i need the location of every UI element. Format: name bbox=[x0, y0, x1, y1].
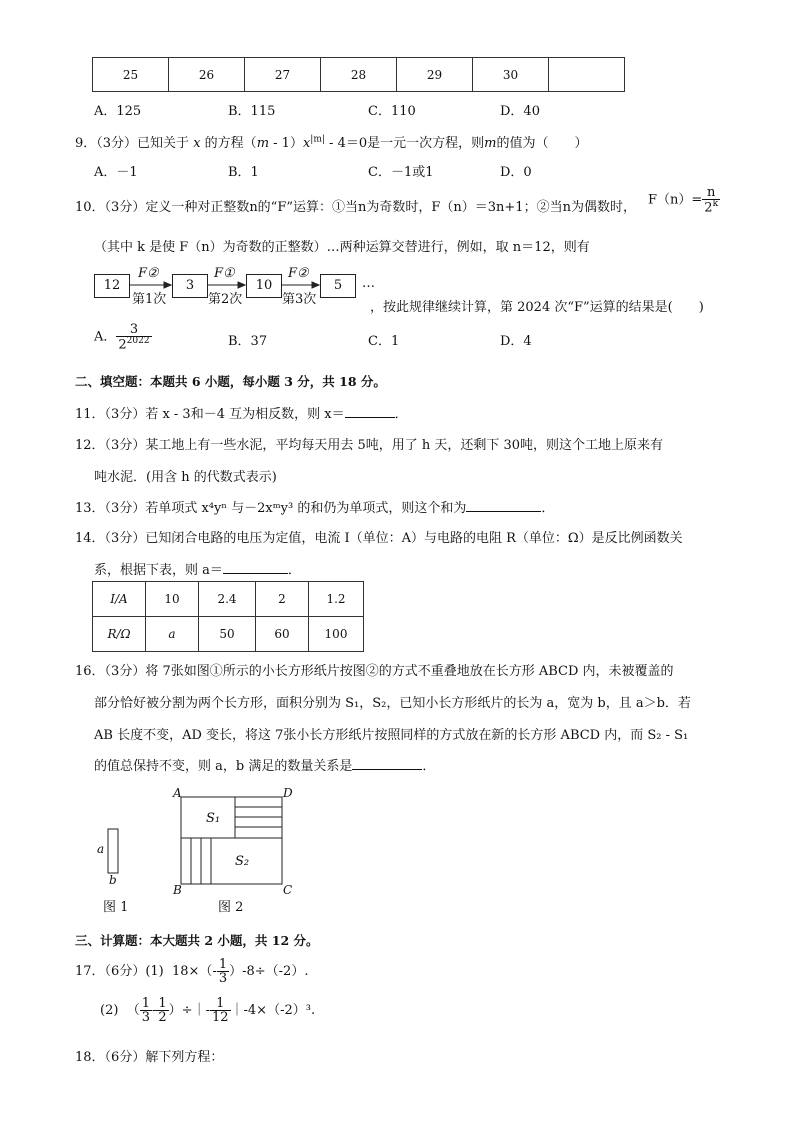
q14-cell: 10 bbox=[146, 582, 199, 617]
q9-option-a: A．－1 bbox=[94, 165, 138, 180]
fig2-label-s2: S₂ bbox=[235, 854, 250, 869]
q14-cell: a bbox=[146, 617, 199, 652]
flow-box-2: 3 bbox=[172, 274, 208, 298]
fig2-label-C: C bbox=[283, 883, 293, 897]
q14-cell: 2 bbox=[256, 582, 309, 617]
q14-cell: 2.4 bbox=[199, 582, 256, 617]
q14-cell: 1.2 bbox=[309, 582, 364, 617]
q16-line2: 部分恰好被分割为两个长方形，面积分别为 S₁，S₂，已知小长方形纸片的长为 a，宽为 b，且 a＞b．若 bbox=[94, 696, 691, 711]
q9-option-d: D．0 bbox=[500, 165, 532, 180]
flow-op-1: F② bbox=[138, 266, 159, 281]
q8-cell: 27 bbox=[245, 58, 321, 92]
q14-cell: R/Ω bbox=[93, 617, 146, 652]
q11: 11．（3分）若 x - 3和－4 互为相反数，则 x＝ ． bbox=[75, 407, 408, 422]
q10-formula: F（n）= $\frac{n}{2^k}$ bbox=[648, 185, 719, 216]
fig1-caption: 图 1 bbox=[103, 900, 129, 915]
q8-cell: 28 bbox=[321, 58, 397, 92]
q9-option-c: C．－1或1 bbox=[368, 165, 434, 180]
q8-cell: 25 bbox=[93, 58, 169, 92]
flow-box-3: 10 bbox=[246, 274, 282, 298]
q8-option-a: A．125 bbox=[94, 104, 142, 119]
section3-title: 三、计算题：本大题共 2 小题，共 12 分。 bbox=[75, 933, 319, 948]
fig2-label-A: A bbox=[173, 786, 182, 800]
q16-figures bbox=[0, 780, 400, 920]
q17-part2: (2) （ $\frac{1}{3}$ - $\frac{1}{2}$ ）÷｜- $\frac{1}{12}$ ｜-4×（-2）³. bbox=[100, 996, 316, 1025]
q10-option-d: D．4 bbox=[500, 334, 532, 349]
fig1-label-a: a bbox=[97, 842, 105, 856]
q16-line4: 的值总保持不变，则 a，b 满足的数量关系是 ． bbox=[94, 759, 436, 774]
flow-ellipsis: … bbox=[362, 276, 375, 291]
fig1-rect bbox=[108, 829, 118, 873]
q8-option-b: B．115 bbox=[228, 104, 276, 119]
q14-cell: 60 bbox=[256, 617, 309, 652]
q14-line1: 14．（3分）已知闭合电路的电压为定值，电流 I（单位：A）与电路的电阻 R（单位：Ω）是反比例函数关 bbox=[75, 531, 683, 546]
flow-step-2: 第2次 bbox=[208, 292, 243, 307]
flow-box-1: 12 bbox=[94, 274, 130, 298]
flow-op-2: F① bbox=[214, 266, 235, 281]
section2-title: 二、填空题：本题共 6 小题，每小题 3 分，共 18 分。 bbox=[75, 374, 386, 389]
q10-option-b: B．37 bbox=[228, 334, 268, 349]
q14-cell: I/A bbox=[93, 582, 146, 617]
q14-line2: 系，根据下表，则 a＝ ． bbox=[94, 563, 301, 578]
q17-part1: 17．（6分）(1) 18×（- $\frac{1}{3}$ ）-8÷（-2）. bbox=[75, 957, 309, 986]
q14-cell: 100 bbox=[309, 617, 364, 652]
q8-option-d: D．40 bbox=[500, 104, 540, 119]
q8-cell: 30 bbox=[473, 58, 549, 92]
fig2-label-B: B bbox=[173, 883, 182, 897]
q10-option-a: A． $\frac{3}{2^{2022}}$ bbox=[94, 322, 150, 353]
flow-step-3: 第3次 bbox=[282, 292, 317, 307]
q18: 18．（6分）解下列方程： bbox=[75, 1050, 224, 1065]
q8-cell: 29 bbox=[397, 58, 473, 92]
q10-line3: ，按此规律继续计算，第 2024 次“F”运算的结果是( ) bbox=[370, 300, 704, 315]
q13: 13．（3分）若单项式 x⁴yⁿ 与－2xᵐy³ 的和仍为单项式，则这个和为 ． bbox=[75, 501, 555, 516]
q14-table bbox=[92, 581, 364, 652]
q16-line1: 16．（3分）将 7张如图①所示的小长方形纸片按图②的方式不重叠地放在长方形 ABCD 内，未被覆盖的 bbox=[75, 664, 674, 679]
flow-step-1: 第1次 bbox=[132, 292, 167, 307]
flow-op-3: F② bbox=[288, 266, 309, 281]
q8-cell: 26 bbox=[169, 58, 245, 92]
q10-line1: 10．（3分）定义一种对正整数n的“F”运算：①当n为奇数时，F（n）＝3n+1；②当n为偶数时， bbox=[75, 200, 636, 215]
q12-line1: 12．（3分）某工地上有一些水泥，平均每天用去 5吨，用了 h 天，还剩下 30吨，则这个工地上原来有 bbox=[75, 438, 664, 453]
q14-cell: 50 bbox=[199, 617, 256, 652]
q10-line2: （其中 k 是使 F（n）为奇数的正整数）…两种运算交替进行，例如，取 n＝12，则有 bbox=[94, 240, 590, 255]
q8-option-c: C．110 bbox=[368, 104, 416, 119]
fig1-label-b: b bbox=[109, 873, 117, 887]
fig2-label-D: D bbox=[283, 786, 293, 800]
fig2-caption: 图 2 bbox=[218, 900, 244, 915]
q9-stem: 9．（3分）已知关于 x 的方程$(m - 1)x^{|m|} - 4=0$是一元一次方程，则m的值为（ ） bbox=[75, 134, 588, 151]
q16-line3: AB 长度不变，AD 变长，将这 7张小长方形纸片按照同样的方式放在新的长方形 ABCD 内，而 S₂ - S₁ bbox=[94, 728, 689, 743]
q12-line2: 吨水泥．(用含 h 的代数式表示) bbox=[94, 470, 277, 485]
fig2-abcd bbox=[181, 797, 282, 884]
q10-option-c: C．1 bbox=[368, 334, 400, 349]
flow-box-4: 5 bbox=[320, 274, 356, 298]
fig2-label-s1: S₁ bbox=[206, 811, 221, 826]
flow-arrows bbox=[0, 0, 794, 330]
q9-option-b: B．1 bbox=[228, 165, 259, 180]
